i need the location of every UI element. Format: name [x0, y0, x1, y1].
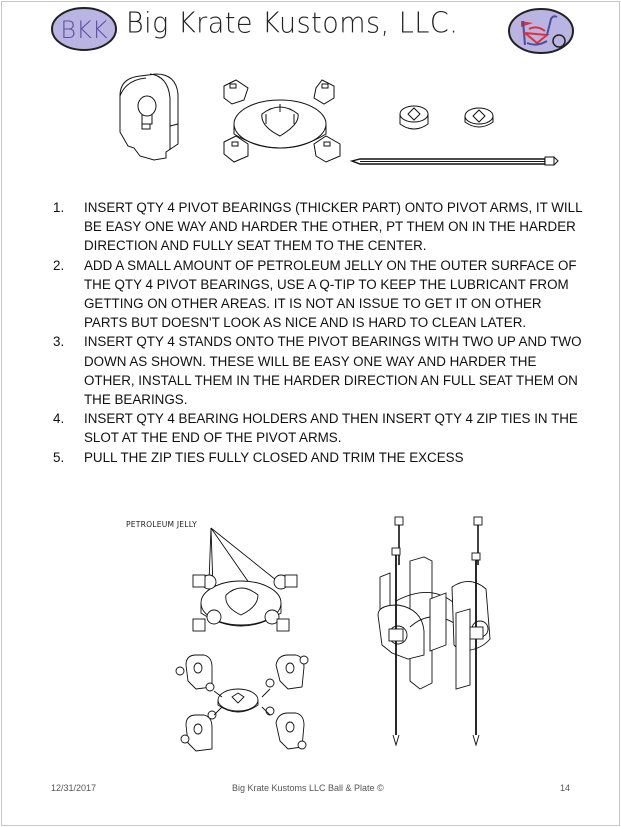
step-text: INSERT QTY 4 STANDS ONTO THE PIVOT BEARINGS WITH TWO UP AND TWO DOWN AS SHOWN. THESE WILL BE EASY ONE WAY AND HARDER THE OTHER, INSTALL THEM IN THE HARDER DIRECTION AN FULL SEAT THEM ON THE BEARINGS. [84, 334, 582, 408]
instruction-step [53, 409, 583, 447]
footer-date: 12/31/2017 [51, 783, 97, 793]
step-number: 2. [53, 257, 65, 273]
step-text: INSERT QTY 4 BEARING HOLDERS AND THEN INSERT QTY 4 ZIP TIES IN THE SLOT AT THE END OF THE PIVOT ARMS. [84, 411, 578, 446]
instruction-step [53, 332, 583, 409]
logo-text: BKK [60, 16, 108, 44]
step-number: 4. [53, 411, 65, 427]
step-number: 5. [53, 449, 65, 465]
assembly-figures [0, 505, 621, 765]
zip-tie-part-icon [352, 157, 558, 165]
brand-name: Big Krate Kustoms, LLC. [126, 7, 459, 40]
stand-part-icon [120, 74, 178, 160]
bicycle-logo-icon [507, 7, 575, 55]
pivot-arm-plate-icon [224, 80, 340, 162]
step-number: 1. [53, 200, 65, 215]
page-number: 14 [560, 783, 571, 793]
instruction-step [53, 256, 583, 333]
step-number: 3. [53, 334, 65, 350]
pivot-bearing-thin-icon [465, 108, 493, 127]
lubricated-pivot-assembly-icon [193, 575, 297, 631]
instruction-step [53, 198, 583, 256]
pivot-bearing-thick-icon [400, 106, 428, 129]
instruction-step [53, 448, 583, 467]
instruction-list [53, 198, 583, 467]
footer-title: Big Krate Kustoms LLC Ball & Plate © [232, 783, 384, 793]
parts-illustration [0, 66, 621, 178]
page-header [0, 0, 621, 62]
step-text: INSERT QTY 4 PIVOT BEARINGS (THICKER PART) ONTO PIVOT ARMS, IT WILL BE EASY ONE WAY AND HARDER THE OTHER, PT THEM ON IN THE HARDER DIRECTION AND FULLY SEAT THEM TO THE CENTER. [84, 200, 583, 254]
zip-tie-assembly-icon [378, 517, 490, 745]
step-text: PULL THE ZIP TIES FULLY CLOSED AND TRIM THE EXCESS [84, 449, 464, 465]
bkk-logo-icon [50, 6, 118, 52]
step-text: ADD A SMALL AMOUNT OF PETROLEUM JELLY ON THE OUTER SURFACE OF THE QTY 4 PIVOT BEARINGS, USE A Q-TIP TO KEEP THE LUBRICANT FROM GETTING ON OTHER AREAS. IT IS NOT AN ISSUE TO GET IT ON OTHER PARTS BUT DOESN'T LOOK AS NICE AND IS HARD TO CLEAN LATER. [84, 257, 577, 331]
exploded-stand-assembly-icon [176, 655, 308, 751]
petroleum-jelly-callout: PETROLEUM JELLY [126, 520, 197, 529]
